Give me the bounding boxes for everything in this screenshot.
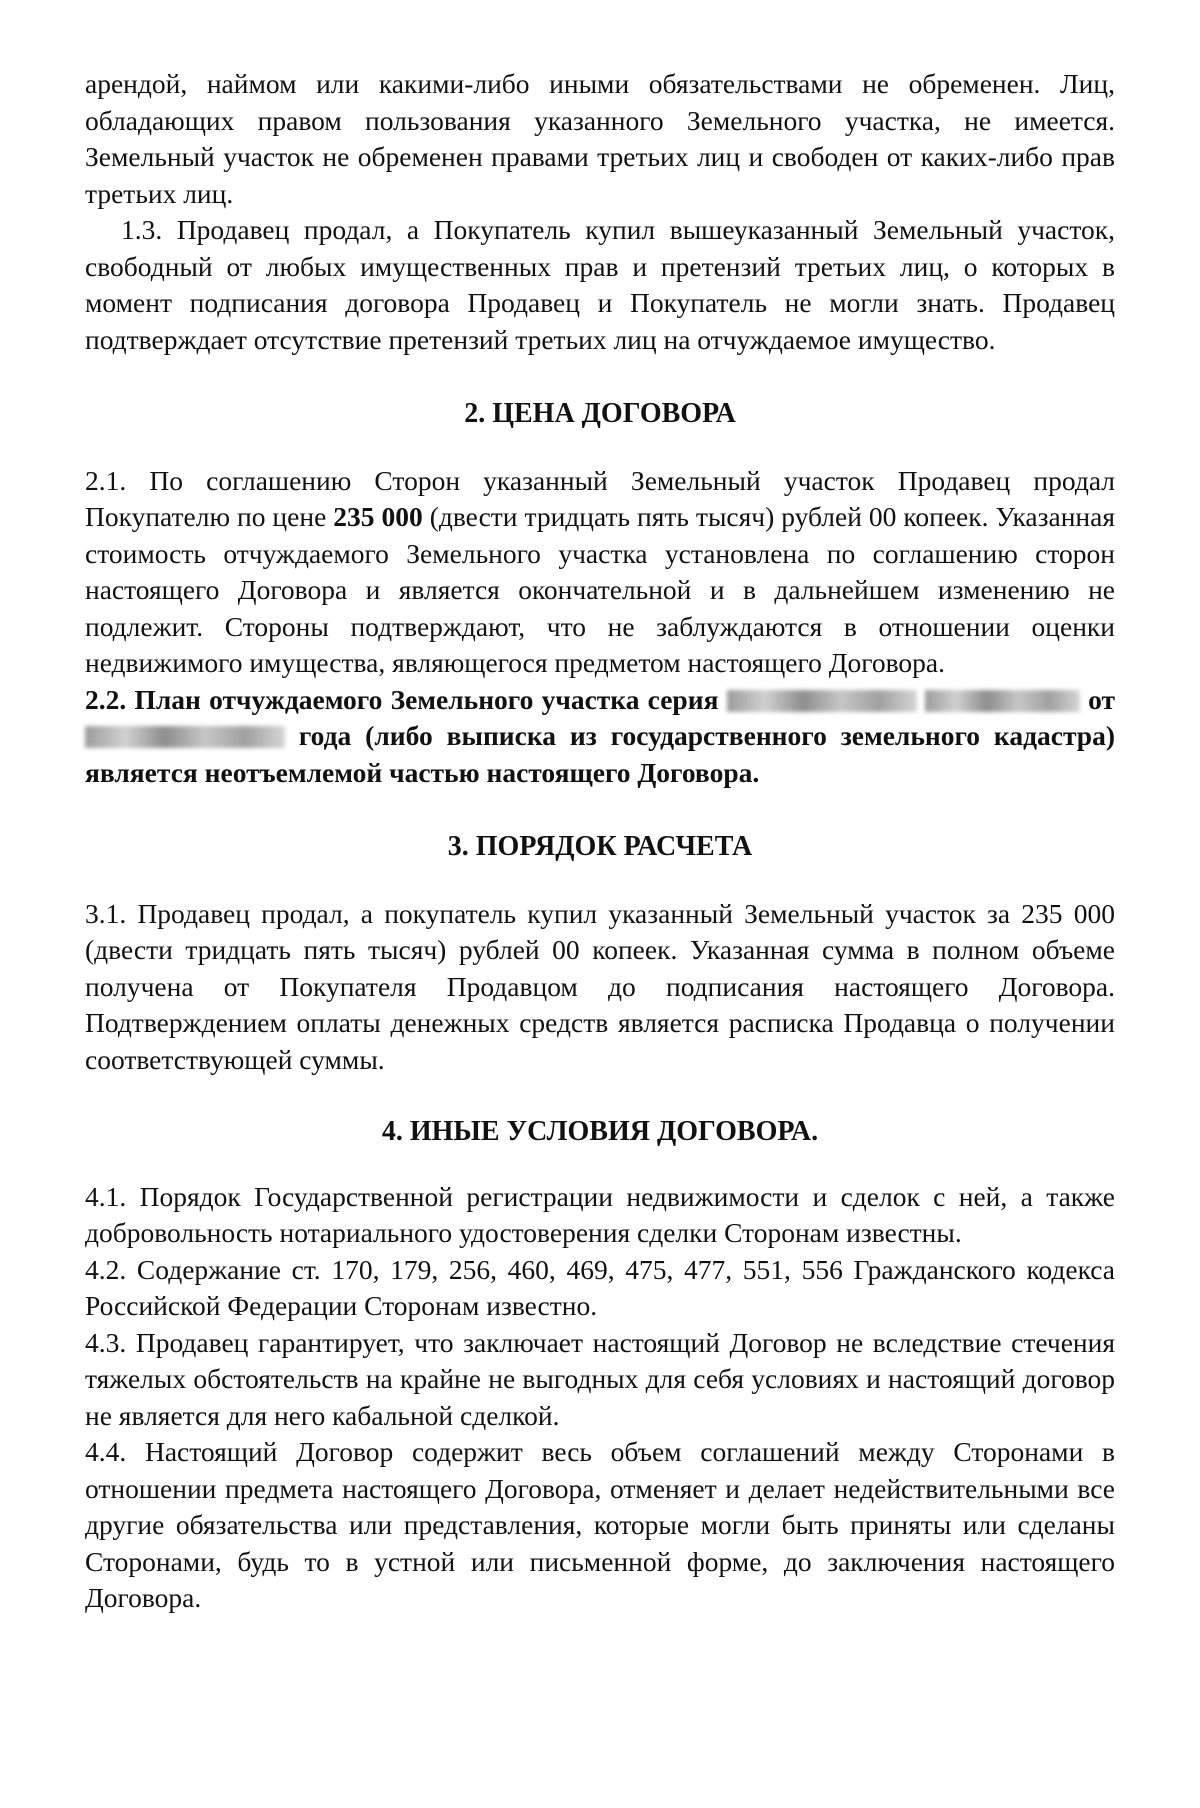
redacted-series — [727, 690, 917, 712]
paragraph-4-1: 4.1. Порядок Государственной регистрации недвижимости и сделок с ней, а также добровольность нотариального удостоверения сделки Сторонам известны. — [85, 1180, 1115, 1248]
paragraph-2-2-text-c: года (либо выписка из государственного земельного кадастра) является неотъемлемой частью настоящего Договора. — [85, 720, 1115, 788]
section-heading-price: 2. ЦЕНА ДОГОВОРА — [464, 398, 736, 429]
redacted-date — [85, 726, 285, 748]
redacted-number — [925, 690, 1080, 712]
section-heading-payment: 3. ПОРЯДОК РАСЧЕТА — [447, 831, 753, 862]
document-page — [85, 66, 1115, 1617]
paragraph-2-1 — [85, 463, 1115, 682]
paragraph-2-2 — [85, 682, 1115, 792]
section-heading-other-terms: 4. ИНЫЕ УСЛОВИЯ ДОГОВОРА. — [381, 1116, 819, 1147]
paragraph-2-2-text-b: от — [1079, 683, 1115, 715]
paragraph-1-2-continuation: арендой, наймом или какими-либо иными обязательствами не обременен. Лиц, обладающих правом пользования указанного Земельного участка, не имеется. Земельный участок не обременен правами третьих лиц и свободен от каких-либо прав третьих лиц. — [85, 68, 1115, 209]
paragraph-3-1: 3.1. Продавец продал, а покупатель купил указанный Земельный участок за 235 000 (двести тридцать пять тысяч) рублей 00 копеек. Указанная сумма в полном объеме получена от Покупателя Продавцом до подписания настоящего Договора. Подтверждением оплаты денежных средств является расписка Продавца о получении соответствующей суммы. — [85, 897, 1115, 1075]
paragraph-4-4: 4.4. Настоящий Договор содержит весь объем соглашений между Сторонами в отношении предмета настоящего Договора, отменяет и делает недействительными все другие обязательства или представления, которые могли быть приняты или сделаны Сторонами, будь то в устной или письменной форме, до заключения настоящего Договора. — [85, 1436, 1115, 1613]
price-value: 235 000 — [333, 501, 423, 532]
paragraph-2-1-text-b: (двести тридцать пять тысяч) рублей 00 копеек. Указанная стоимость отчуждаемого Земельного участка установлена по соглашению сторон настоящего Договора и является окончательной и в дальнейшем изменению не подлежит. Стороны подтверждают, что не заблуждаются в отношении оценки недвижимого имущества, являющегося предметом настоящего Договора. — [85, 501, 1115, 678]
paragraph-2-1-text-a: 2.1. По соглашению Сторон указанный Земельный участок Продавец продал Покупателю по цене — [85, 464, 1115, 532]
paragraph-4-2: 4.2. Содержание ст. 170, 179, 256, 460, 469, 475, 477, 551, 556 Гражданского кодекса Российской Федерации Сторонам известно. — [85, 1253, 1115, 1321]
paragraph-2-2-text-a: 2.2. План отчуждаемого Земельного участка серия — [85, 683, 727, 715]
paragraph-1-3: 1.3. Продавец продал, а Покупатель купил вышеуказанный Земельный участок, свободный от любых имущественных прав и претензий третьих лиц, о которых в момент подписания договора Продавец и Покупатель не могли знать. Продавец подтверждает отсутствие претензий третьих лиц на отчуждаемое имущество. — [85, 214, 1115, 355]
paragraph-4-3: 4.3. Продавец гарантирует, что заключает настоящий Договор не вследствие стечения тяжелых обстоятельств на крайне не выгодных для себя условиях и настоящий договор не является для него кабальной сделкой. — [85, 1326, 1115, 1431]
